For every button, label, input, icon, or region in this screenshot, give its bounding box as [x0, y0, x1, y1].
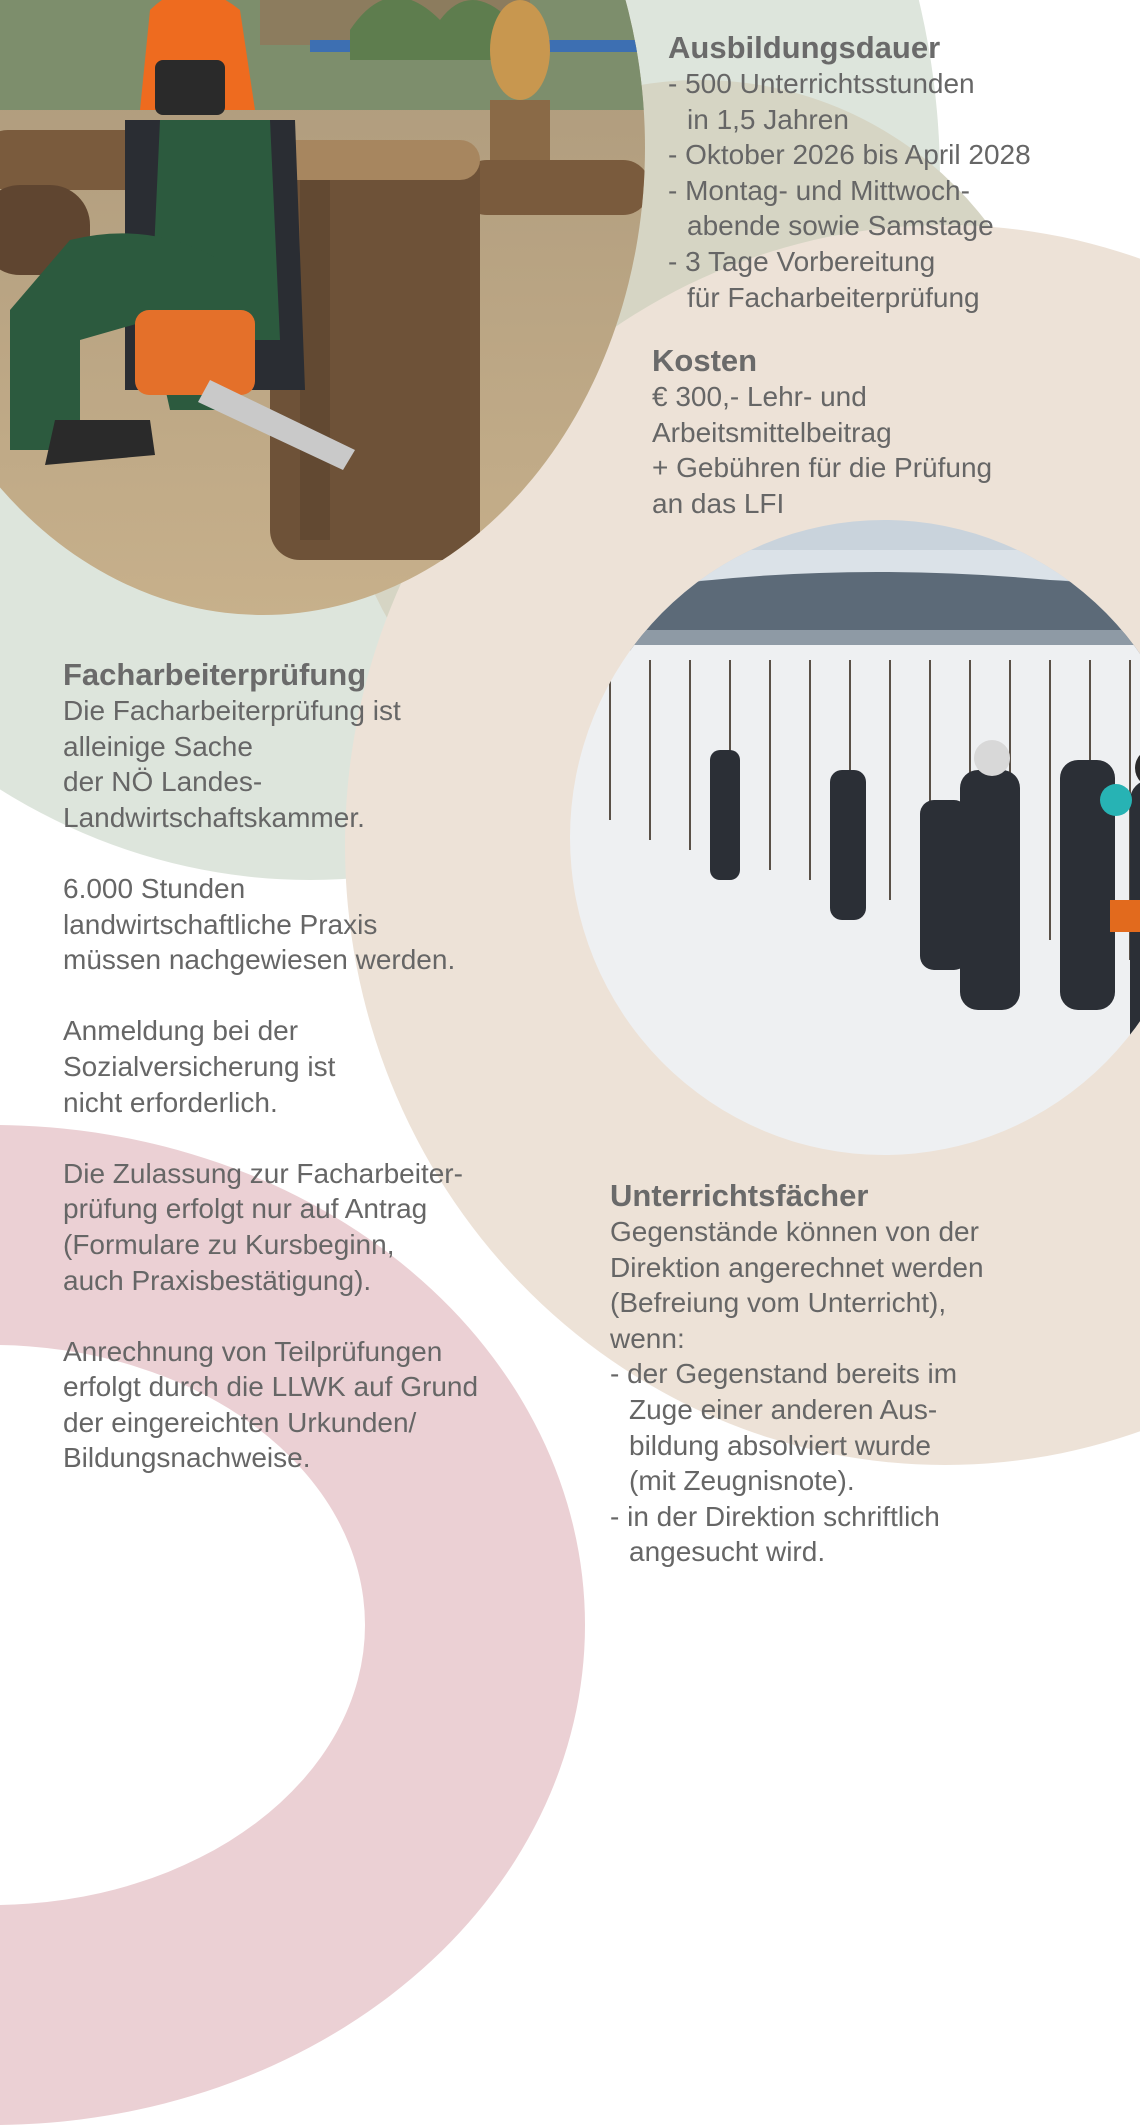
unterrichtsfaecher-item: - in der Direktion schriftlich [610, 1500, 940, 1532]
unterrichtsfaecher-line: Gegenstände können von der [610, 1216, 979, 1247]
facharbeiterpruefung-heading: Facharbeiterprüfung [63, 657, 367, 692]
facharbeiterpruefung-line: erfolgt durch die LLWK auf Grund [63, 1371, 479, 1403]
facharbeiterpruefung-line: Bildungsnachweise. [63, 1442, 311, 1474]
kosten-heading: Kosten [652, 343, 758, 378]
unterrichtsfaecher-item: Zuge einer anderen Aus- [629, 1393, 938, 1425]
facharbeiterpruefung-line: Die Zulassung zur Facharbeiter- [63, 1157, 463, 1189]
unterrichtsfaecher-heading: Unterrichtsfächer [610, 1178, 869, 1213]
facharbeiterpruefung-section [63, 657, 478, 1476]
ausbildungsdauer-line: - 500 Unterrichtsstunden [668, 68, 975, 99]
facharbeiterpruefung-line: der NÖ Landes- [63, 766, 263, 798]
unterrichtsfaecher-line: wenn: [610, 1322, 685, 1354]
unterrichtsfaecher-line: Direktion angerechnet werden [610, 1251, 984, 1283]
facharbeiterpruefung-line: müssen nachgewiesen werden. [63, 944, 456, 976]
kosten-section [652, 343, 992, 521]
facharbeiterpruefung-line: Sozialversicherung ist [63, 1050, 336, 1082]
ausbildungsdauer-line: - Montag- und Mittwoch- [668, 174, 970, 206]
facharbeiterpruefung-line: nicht erforderlich. [63, 1086, 278, 1118]
unterrichtsfaecher-section [610, 1178, 984, 1570]
facharbeiterpruefung-line: der eingereichten Urkunden/ [63, 1406, 417, 1438]
ausbildungsdauer-line: abende sowie Samstage [687, 210, 994, 242]
facharbeiterpruefung-line: Anrechnung von Teilprüfungen [63, 1335, 443, 1367]
kosten-line: Arbeitsmittelbeitrag [652, 416, 892, 448]
unterrichtsfaecher-item: (mit Zeugnisnote). [629, 1465, 855, 1497]
facharbeiterpruefung-line: alleinige Sache [63, 730, 253, 762]
kosten-line: + Gebühren für die Prüfung [652, 452, 993, 484]
facharbeiterpruefung-line: landwirtschaftliche Praxis [63, 908, 378, 940]
facharbeiterpruefung-line: Die Facharbeiterprüfung ist [63, 695, 401, 726]
ausbildungsdauer-line: für Facharbeiterprüfung [687, 281, 980, 313]
unterrichtsfaecher-item: bildung absolviert wurde [629, 1429, 931, 1461]
ausbildungsdauer-section [668, 30, 1031, 315]
facharbeiterpruefung-line: auch Praxisbestätigung). [63, 1264, 372, 1296]
facharbeiterpruefung-line: 6.000 Stunden [63, 872, 246, 904]
unterrichtsfaecher-item: angesucht wird. [629, 1536, 826, 1568]
ausbildungsdauer-line: in 1,5 Jahren [687, 103, 849, 135]
facharbeiterpruefung-line: Anmeldung bei der [63, 1015, 299, 1047]
ausbildungsdauer-heading: Ausbildungsdauer [668, 30, 941, 65]
unterrichtsfaecher-line: (Befreiung vom Unterricht), [610, 1287, 947, 1319]
kosten-line: an das LFI [652, 487, 785, 519]
kosten-line: € 300,- Lehr- und [652, 381, 867, 412]
ausbildungsdauer-line: - 3 Tage Vorbereitung [668, 245, 936, 277]
facharbeiterpruefung-line: Landwirtschaftskammer. [63, 801, 365, 833]
facharbeiterpruefung-line: prüfung erfolgt nur auf Antrag [63, 1193, 428, 1225]
facharbeiterpruefung-line: (Formulare zu Kursbeginn, [63, 1228, 395, 1260]
unterrichtsfaecher-item: - der Gegenstand bereits im [610, 1358, 958, 1390]
ausbildungsdauer-line: - Oktober 2026 bis April 2028 [668, 139, 1031, 171]
